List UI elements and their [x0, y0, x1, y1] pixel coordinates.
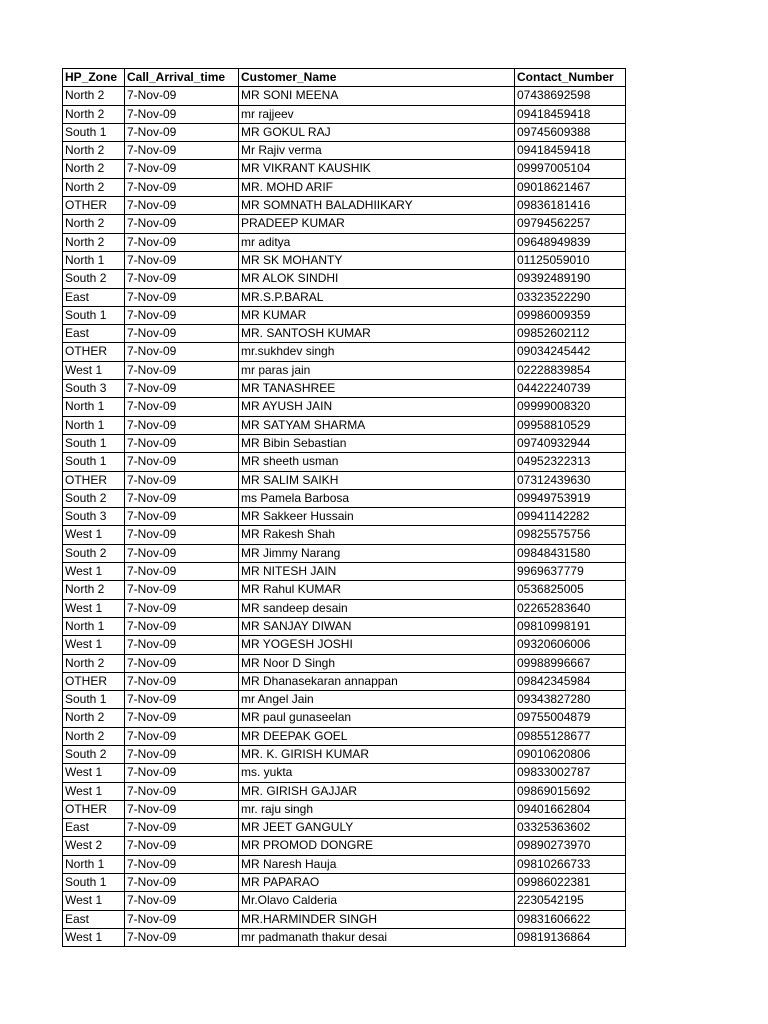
call-arrival-time-cell: 7-Nov-09: [125, 142, 239, 160]
call-arrival-time-cell: 7-Nov-09: [125, 745, 239, 763]
contact-number-cell: 09836181416: [515, 197, 626, 215]
customer-name-cell: PRADEEP KUMAR: [239, 215, 515, 233]
contact-number-cell: 09988996667: [515, 654, 626, 672]
call-arrival-time-cell: 7-Nov-09: [125, 251, 239, 269]
table-row: [63, 563, 626, 581]
customer-name-cell: MR Naresh Hauja: [239, 855, 515, 873]
call-arrival-time-cell: 7-Nov-09: [125, 654, 239, 672]
table-row: [63, 782, 626, 800]
customer-name-cell: MR. SANTOSH KUMAR: [239, 325, 515, 343]
hp-zone-cell: West 1: [63, 563, 125, 581]
contact-number-cell: 09810998191: [515, 617, 626, 635]
hp-zone-cell: West 1: [63, 892, 125, 910]
table-row: [63, 288, 626, 306]
table-row: [63, 654, 626, 672]
hp-zone-cell: West 1: [63, 782, 125, 800]
contact-number-cell: 0536825005: [515, 581, 626, 599]
contact-number-cell: 2230542195: [515, 892, 626, 910]
table-row: [63, 599, 626, 617]
call-arrival-time-cell: 7-Nov-09: [125, 434, 239, 452]
table-row: [63, 745, 626, 763]
contact-number-cell: 04952322313: [515, 453, 626, 471]
call-arrival-time-cell: 7-Nov-09: [125, 160, 239, 178]
customer-name-cell: mr paras jain: [239, 361, 515, 379]
customer-name-cell: MR SOMNATH BALADHIIKARY: [239, 197, 515, 215]
customer-name-cell: MR Rakesh Shah: [239, 526, 515, 544]
table-row: [63, 178, 626, 196]
table-row: [63, 874, 626, 892]
contact-number-cell: 07438692598: [515, 87, 626, 105]
call-arrival-time-cell: 7-Nov-09: [125, 599, 239, 617]
hp-zone-cell: South 1: [63, 123, 125, 141]
call-arrival-time-cell: 7-Nov-09: [125, 819, 239, 837]
contact-number-cell: 09401662804: [515, 800, 626, 818]
customer-name-cell: MR PAPARAO: [239, 874, 515, 892]
call-arrival-time-cell: 7-Nov-09: [125, 380, 239, 398]
hp-zone-cell: North 2: [63, 160, 125, 178]
contact-number-cell: 09819136864: [515, 928, 626, 946]
table-row: [63, 691, 626, 709]
table-row: [63, 306, 626, 324]
hp-zone-cell: South 2: [63, 745, 125, 763]
call-arrival-time-cell: 7-Nov-09: [125, 215, 239, 233]
customer-name-cell: Mr Rajiv verma: [239, 142, 515, 160]
contact-number-cell: 09949753919: [515, 489, 626, 507]
contact-number-cell: 09825575756: [515, 526, 626, 544]
contact-number-cell: 9969637779: [515, 563, 626, 581]
call-arrival-time-cell: 7-Nov-09: [125, 197, 239, 215]
header-call-arrival-time: Call_Arrival_time: [125, 69, 239, 87]
customer-name-cell: mr padmanath thakur desai: [239, 928, 515, 946]
call-arrival-time-cell: 7-Nov-09: [125, 910, 239, 928]
call-arrival-time-cell: 7-Nov-09: [125, 928, 239, 946]
contact-number-cell: 09958810529: [515, 416, 626, 434]
contact-number-cell: 03325363602: [515, 819, 626, 837]
contact-number-cell: 09794562257: [515, 215, 626, 233]
contact-number-cell: 09034245442: [515, 343, 626, 361]
table-row: [63, 160, 626, 178]
customer-name-cell: MR TANASHREE: [239, 380, 515, 398]
contact-number-cell: 09997005104: [515, 160, 626, 178]
contact-number-cell: 09755004879: [515, 709, 626, 727]
hp-zone-cell: South 1: [63, 434, 125, 452]
hp-zone-cell: North 2: [63, 142, 125, 160]
customer-name-cell: MR.HARMINDER SINGH: [239, 910, 515, 928]
hp-zone-cell: North 2: [63, 727, 125, 745]
table-row: [63, 910, 626, 928]
contact-number-cell: 09018621467: [515, 178, 626, 196]
call-arrival-time-cell: 7-Nov-09: [125, 508, 239, 526]
table-row: [63, 819, 626, 837]
hp-zone-cell: East: [63, 325, 125, 343]
table-row: [63, 123, 626, 141]
table-row: [63, 471, 626, 489]
call-arrival-time-cell: 7-Nov-09: [125, 800, 239, 818]
table-row: [63, 197, 626, 215]
contact-number-cell: 02228839854: [515, 361, 626, 379]
customer-name-cell: MR Dhanasekaran annappan: [239, 672, 515, 690]
call-arrival-time-cell: 7-Nov-09: [125, 727, 239, 745]
customer-name-cell: mr aditya: [239, 233, 515, 251]
contact-number-cell: 09842345984: [515, 672, 626, 690]
contact-number-cell: 09890273970: [515, 837, 626, 855]
table-row: [63, 727, 626, 745]
contact-number-cell: 02265283640: [515, 599, 626, 617]
call-arrival-time-cell: 7-Nov-09: [125, 855, 239, 873]
contact-number-cell: 09648949839: [515, 233, 626, 251]
contact-number-cell: 09833002787: [515, 764, 626, 782]
table-row: [63, 434, 626, 452]
hp-zone-cell: North 1: [63, 416, 125, 434]
table-row: [63, 416, 626, 434]
table-row: [63, 398, 626, 416]
contact-number-cell: 09941142282: [515, 508, 626, 526]
customer-name-cell: MR AYUSH JAIN: [239, 398, 515, 416]
table-row: [63, 251, 626, 269]
call-arrival-time-cell: 7-Nov-09: [125, 489, 239, 507]
hp-zone-cell: East: [63, 288, 125, 306]
call-arrival-time-cell: 7-Nov-09: [125, 87, 239, 105]
customer-name-cell: MR Noor D Singh: [239, 654, 515, 672]
call-arrival-time-cell: 7-Nov-09: [125, 617, 239, 635]
customer-name-cell: ms Pamela Barbosa: [239, 489, 515, 507]
customer-name-cell: mr.sukhdev singh: [239, 343, 515, 361]
hp-zone-cell: South 1: [63, 306, 125, 324]
table-row: [63, 581, 626, 599]
call-arrival-time-cell: 7-Nov-09: [125, 233, 239, 251]
customer-name-cell: MR SK MOHANTY: [239, 251, 515, 269]
contact-number-cell: 09855128677: [515, 727, 626, 745]
table-row: [63, 508, 626, 526]
table-row: [63, 343, 626, 361]
customer-name-cell: MR Sakkeer Hussain: [239, 508, 515, 526]
call-arrival-time-cell: 7-Nov-09: [125, 416, 239, 434]
hp-zone-cell: South 2: [63, 544, 125, 562]
customer-name-cell: MR sheeth usman: [239, 453, 515, 471]
customer-name-cell: MR. K. GIRISH KUMAR: [239, 745, 515, 763]
hp-zone-cell: South 2: [63, 270, 125, 288]
customer-name-cell: MR VIKRANT KAUSHIK: [239, 160, 515, 178]
customer-name-cell: Mr.Olavo Calderia: [239, 892, 515, 910]
table-row: [63, 453, 626, 471]
call-arrival-time-cell: 7-Nov-09: [125, 178, 239, 196]
table-row: [63, 617, 626, 635]
table-row: [63, 928, 626, 946]
call-arrival-time-cell: 7-Nov-09: [125, 526, 239, 544]
table-row: [63, 709, 626, 727]
hp-zone-cell: East: [63, 910, 125, 928]
customer-name-cell: MR SALIM SAIKH: [239, 471, 515, 489]
call-arrival-time-cell: 7-Nov-09: [125, 544, 239, 562]
customer-name-cell: MR Jimmy Narang: [239, 544, 515, 562]
contact-number-cell: 09418459418: [515, 142, 626, 160]
contact-number-cell: 03323522290: [515, 288, 626, 306]
call-arrival-time-cell: 7-Nov-09: [125, 892, 239, 910]
call-arrival-time-cell: 7-Nov-09: [125, 453, 239, 471]
header-hp-zone: HP_Zone: [63, 69, 125, 87]
call-arrival-time-cell: 7-Nov-09: [125, 361, 239, 379]
hp-zone-cell: North 1: [63, 251, 125, 269]
hp-zone-cell: North 1: [63, 398, 125, 416]
customer-name-cell: MR KUMAR: [239, 306, 515, 324]
hp-zone-cell: West 1: [63, 636, 125, 654]
customer-name-cell: mr Angel Jain: [239, 691, 515, 709]
hp-zone-cell: West 1: [63, 928, 125, 946]
contact-number-cell: 01125059010: [515, 251, 626, 269]
customer-name-cell: MR SANJAY DIWAN: [239, 617, 515, 635]
customer-name-cell: MR JEET GANGULY: [239, 819, 515, 837]
call-arrival-time-cell: 7-Nov-09: [125, 672, 239, 690]
hp-zone-cell: North 2: [63, 581, 125, 599]
customer-name-cell: mr. raju singh: [239, 800, 515, 818]
hp-zone-cell: OTHER: [63, 197, 125, 215]
call-arrival-time-cell: 7-Nov-09: [125, 270, 239, 288]
hp-zone-cell: North 2: [63, 178, 125, 196]
call-arrival-time-cell: 7-Nov-09: [125, 325, 239, 343]
contact-number-cell: 09831606622: [515, 910, 626, 928]
call-arrival-time-cell: 7-Nov-09: [125, 563, 239, 581]
table-row: [63, 855, 626, 873]
contact-number-cell: 09320606006: [515, 636, 626, 654]
table-row: [63, 233, 626, 251]
customer-name-cell: MR NITESH JAIN: [239, 563, 515, 581]
call-arrival-time-cell: 7-Nov-09: [125, 306, 239, 324]
call-arrival-time-cell: 7-Nov-09: [125, 343, 239, 361]
contact-number-cell: 09852602112: [515, 325, 626, 343]
table-row: [63, 380, 626, 398]
table-row: [63, 87, 626, 105]
contact-number-cell: 09343827280: [515, 691, 626, 709]
table-row: [63, 270, 626, 288]
hp-zone-cell: OTHER: [63, 471, 125, 489]
customer-name-cell: MR paul gunaseelan: [239, 709, 515, 727]
hp-zone-cell: North 2: [63, 654, 125, 672]
call-arrival-time-cell: 7-Nov-09: [125, 288, 239, 306]
contact-number-cell: 09986022381: [515, 874, 626, 892]
call-arrival-time-cell: 7-Nov-09: [125, 874, 239, 892]
contact-number-cell: 09810266733: [515, 855, 626, 873]
hp-zone-cell: South 3: [63, 380, 125, 398]
contact-number-cell: 09418459418: [515, 105, 626, 123]
hp-zone-cell: West 1: [63, 361, 125, 379]
hp-zone-cell: North 2: [63, 709, 125, 727]
hp-zone-cell: North 1: [63, 855, 125, 873]
call-arrival-time-cell: 7-Nov-09: [125, 636, 239, 654]
customer-name-cell: MR sandeep desain: [239, 599, 515, 617]
hp-zone-cell: South 1: [63, 453, 125, 471]
call-arrival-time-cell: 7-Nov-09: [125, 398, 239, 416]
contact-number-cell: 09848431580: [515, 544, 626, 562]
table-row: [63, 764, 626, 782]
customer-name-cell: MR. GIRISH GAJJAR: [239, 782, 515, 800]
hp-zone-cell: North 2: [63, 105, 125, 123]
table-body: [63, 87, 626, 947]
customer-name-cell: MR SONI MEENA: [239, 87, 515, 105]
table-row: [63, 672, 626, 690]
customer-name-cell: ms. yukta: [239, 764, 515, 782]
hp-zone-cell: South 1: [63, 691, 125, 709]
hp-zone-cell: OTHER: [63, 343, 125, 361]
contact-number-cell: 09010620806: [515, 745, 626, 763]
customer-name-cell: MR.S.P.BARAL: [239, 288, 515, 306]
header-customer-name: Customer_Name: [239, 69, 515, 87]
table-row: [63, 526, 626, 544]
hp-zone-cell: North 2: [63, 87, 125, 105]
customer-name-cell: MR Rahul KUMAR: [239, 581, 515, 599]
header-contact-number: Contact_Number: [515, 69, 626, 87]
customer-name-cell: MR ALOK SINDHI: [239, 270, 515, 288]
hp-zone-cell: North 2: [63, 215, 125, 233]
contact-number-cell: 09745609388: [515, 123, 626, 141]
hp-zone-cell: West 1: [63, 599, 125, 617]
table-row: [63, 544, 626, 562]
call-arrival-time-cell: 7-Nov-09: [125, 764, 239, 782]
table-row: [63, 325, 626, 343]
contact-number-cell: 09869015692: [515, 782, 626, 800]
hp-zone-cell: South 2: [63, 489, 125, 507]
contact-number-cell: 09740932944: [515, 434, 626, 452]
table-row: [63, 892, 626, 910]
hp-zone-cell: West 1: [63, 764, 125, 782]
contact-number-cell: 09986009359: [515, 306, 626, 324]
table-row: [63, 105, 626, 123]
call-arrival-time-cell: 7-Nov-09: [125, 691, 239, 709]
call-arrival-time-cell: 7-Nov-09: [125, 782, 239, 800]
hp-zone-cell: OTHER: [63, 672, 125, 690]
call-arrival-time-cell: 7-Nov-09: [125, 471, 239, 489]
header-row: [63, 69, 626, 87]
customer-name-cell: mr rajjeev: [239, 105, 515, 123]
hp-zone-cell: West 2: [63, 837, 125, 855]
customer-name-cell: MR YOGESH JOSHI: [239, 636, 515, 654]
customer-name-cell: MR DEEPAK GOEL: [239, 727, 515, 745]
customer-call-table: [62, 68, 626, 947]
table-row: [63, 361, 626, 379]
customer-name-cell: MR. MOHD ARIF: [239, 178, 515, 196]
call-arrival-time-cell: 7-Nov-09: [125, 837, 239, 855]
table-row: [63, 837, 626, 855]
contact-number-cell: 09999008320: [515, 398, 626, 416]
table-row: [63, 800, 626, 818]
contact-number-cell: 07312439630: [515, 471, 626, 489]
call-arrival-time-cell: 7-Nov-09: [125, 709, 239, 727]
hp-zone-cell: South 3: [63, 508, 125, 526]
table-row: [63, 215, 626, 233]
customer-name-cell: MR Bibin Sebastian: [239, 434, 515, 452]
customer-name-cell: MR GOKUL RAJ: [239, 123, 515, 141]
hp-zone-cell: OTHER: [63, 800, 125, 818]
customer-name-cell: MR PROMOD DONGRE: [239, 837, 515, 855]
table-row: [63, 636, 626, 654]
table-row: [63, 142, 626, 160]
hp-zone-cell: North 1: [63, 617, 125, 635]
hp-zone-cell: West 1: [63, 526, 125, 544]
hp-zone-cell: East: [63, 819, 125, 837]
contact-number-cell: 09392489190: [515, 270, 626, 288]
hp-zone-cell: South 1: [63, 874, 125, 892]
call-arrival-time-cell: 7-Nov-09: [125, 123, 239, 141]
contact-number-cell: 04422240739: [515, 380, 626, 398]
call-arrival-time-cell: 7-Nov-09: [125, 581, 239, 599]
call-arrival-time-cell: 7-Nov-09: [125, 105, 239, 123]
hp-zone-cell: North 2: [63, 233, 125, 251]
customer-name-cell: MR SATYAM SHARMA: [239, 416, 515, 434]
table-row: [63, 489, 626, 507]
